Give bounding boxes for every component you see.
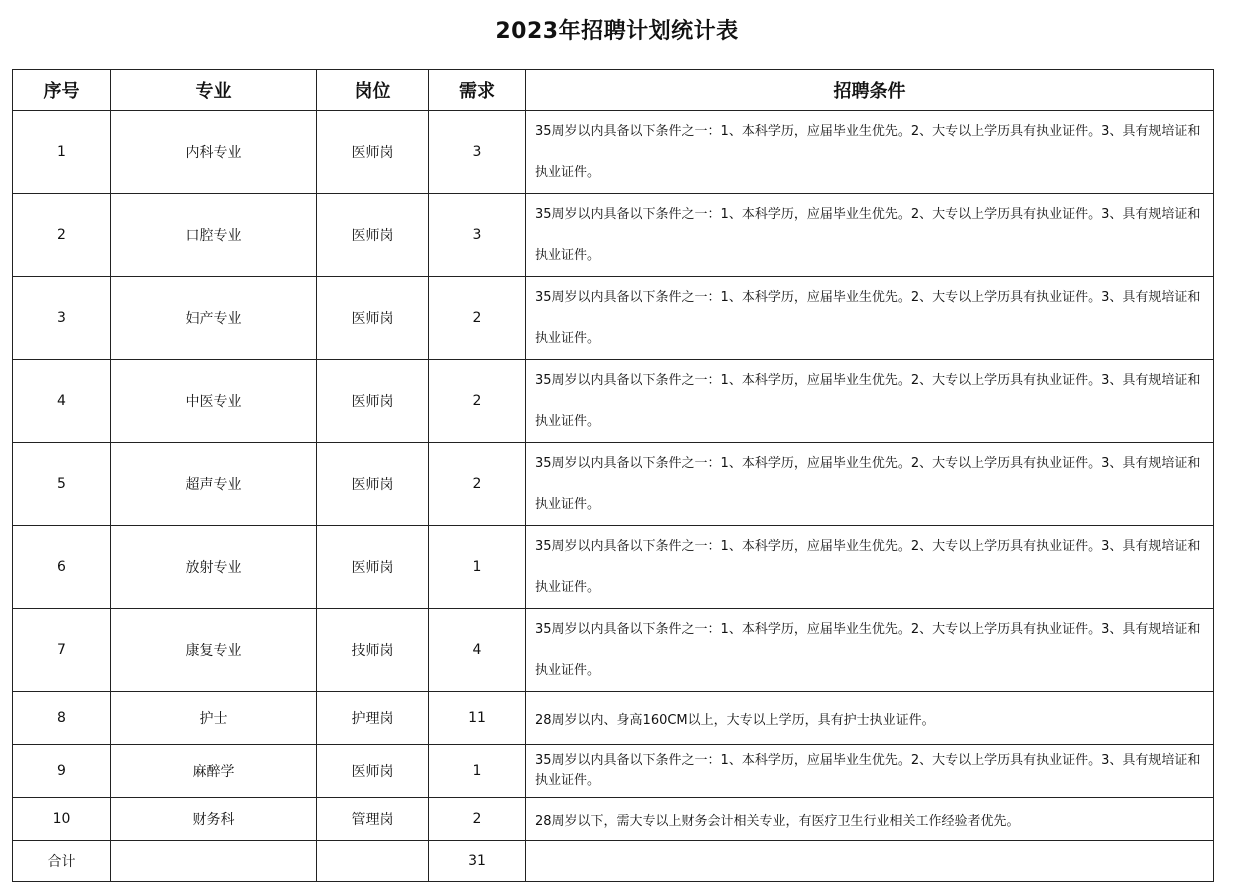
cell-no: 10 — [13, 798, 111, 841]
table-row — [13, 609, 1214, 692]
cell-need: 2 — [429, 443, 526, 526]
cell-post: 医师岗 — [317, 360, 429, 443]
cell-need: 1 — [429, 745, 526, 798]
cell-conditions: 35周岁以内具备以下条件之一：1、本科学历，应届毕业生优先。2、大专以上学历具有执业证件。3、具有规培证和执业证件。 — [526, 194, 1214, 277]
cell-post: 医师岗 — [317, 194, 429, 277]
cell-no: 8 — [13, 692, 111, 745]
total-row — [13, 841, 1214, 882]
table-row — [13, 443, 1214, 526]
cell-post: 医师岗 — [317, 745, 429, 798]
cell-no: 4 — [13, 360, 111, 443]
cell-conditions: 28周岁以下，需大专以上财务会计相关专业，有医疗卫生行业相关工作经验者优先。 — [526, 798, 1214, 841]
cell-no: 1 — [13, 111, 111, 194]
cell-post: 医师岗 — [317, 277, 429, 360]
cell-conditions: 35周岁以内具备以下条件之一：1、本科学历，应届毕业生优先。2、大专以上学历具有执业证件。3、具有规培证和执业证件。 — [526, 443, 1214, 526]
cell-no: 7 — [13, 609, 111, 692]
cell-no: 5 — [13, 443, 111, 526]
cell-empty — [317, 841, 429, 882]
cell-empty — [111, 841, 317, 882]
cell-conditions: 35周岁以内具备以下条件之一：1、本科学历，应届毕业生优先。2、大专以上学历具有执业证件。3、具有规培证和执业证件。 — [526, 745, 1214, 798]
cell-major: 中医专业 — [111, 360, 317, 443]
page-title: 2023年招聘计划统计表 — [495, 19, 739, 44]
header-row — [13, 70, 1214, 111]
total-need: 31 — [429, 841, 526, 882]
cell-need: 2 — [429, 277, 526, 360]
header-major: 专业 — [111, 70, 317, 111]
cell-post: 技师岗 — [317, 609, 429, 692]
cell-conditions: 35周岁以内具备以下条件之一：1、本科学历，应届毕业生优先。2、大专以上学历具有执业证件。3、具有规培证和执业证件。 — [526, 360, 1214, 443]
table-row — [13, 745, 1214, 798]
cell-conditions: 35周岁以内具备以下条件之一：1、本科学历，应届毕业生优先。2、大专以上学历具有执业证件。3、具有规培证和执业证件。 — [526, 526, 1214, 609]
table-row — [13, 526, 1214, 609]
cell-conditions: 35周岁以内具备以下条件之一：1、本科学历，应届毕业生优先。2、大专以上学历具有执业证件。3、具有规培证和执业证件。 — [526, 277, 1214, 360]
cell-major: 超声专业 — [111, 443, 317, 526]
cell-major: 内科专业 — [111, 111, 317, 194]
cell-need: 3 — [429, 111, 526, 194]
cell-post: 医师岗 — [317, 526, 429, 609]
table-row — [13, 798, 1214, 841]
table-row — [13, 277, 1214, 360]
cell-need: 11 — [429, 692, 526, 745]
cell-need: 1 — [429, 526, 526, 609]
table-row — [13, 692, 1214, 745]
cell-major: 口腔专业 — [111, 194, 317, 277]
cell-need: 2 — [429, 798, 526, 841]
total-label: 合计 — [13, 841, 111, 882]
header-conditions: 招聘条件 — [526, 70, 1214, 111]
cell-empty — [526, 841, 1214, 882]
recruitment-table — [12, 69, 1214, 882]
cell-major: 妇产专业 — [111, 277, 317, 360]
cell-no: 2 — [13, 194, 111, 277]
cell-post: 管理岗 — [317, 798, 429, 841]
header-no: 序号 — [13, 70, 111, 111]
cell-conditions: 35周岁以内具备以下条件之一：1、本科学历，应届毕业生优先。2、大专以上学历具有执业证件。3、具有规培证和执业证件。 — [526, 609, 1214, 692]
table-row — [13, 111, 1214, 194]
cell-major: 放射专业 — [111, 526, 317, 609]
cell-post: 医师岗 — [317, 443, 429, 526]
table-row — [13, 194, 1214, 277]
cell-major: 康复专业 — [111, 609, 317, 692]
cell-no: 9 — [13, 745, 111, 798]
cell-major: 财务科 — [111, 798, 317, 841]
cell-conditions: 28周岁以内、身高160CM以上，大专以上学历，具有护士执业证件。 — [526, 692, 1214, 745]
cell-post: 护理岗 — [317, 692, 429, 745]
cell-need: 3 — [429, 194, 526, 277]
cell-post: 医师岗 — [317, 111, 429, 194]
header-need: 需求 — [429, 70, 526, 111]
cell-no: 3 — [13, 277, 111, 360]
cell-conditions: 35周岁以内具备以下条件之一：1、本科学历，应届毕业生优先。2、大专以上学历具有执业证件。3、具有规培证和执业证件。 — [526, 111, 1214, 194]
table-row — [13, 360, 1214, 443]
header-post: 岗位 — [317, 70, 429, 111]
cell-need: 4 — [429, 609, 526, 692]
cell-major: 麻醉学 — [111, 745, 317, 798]
cell-major: 护士 — [111, 692, 317, 745]
cell-need: 2 — [429, 360, 526, 443]
cell-no: 6 — [13, 526, 111, 609]
